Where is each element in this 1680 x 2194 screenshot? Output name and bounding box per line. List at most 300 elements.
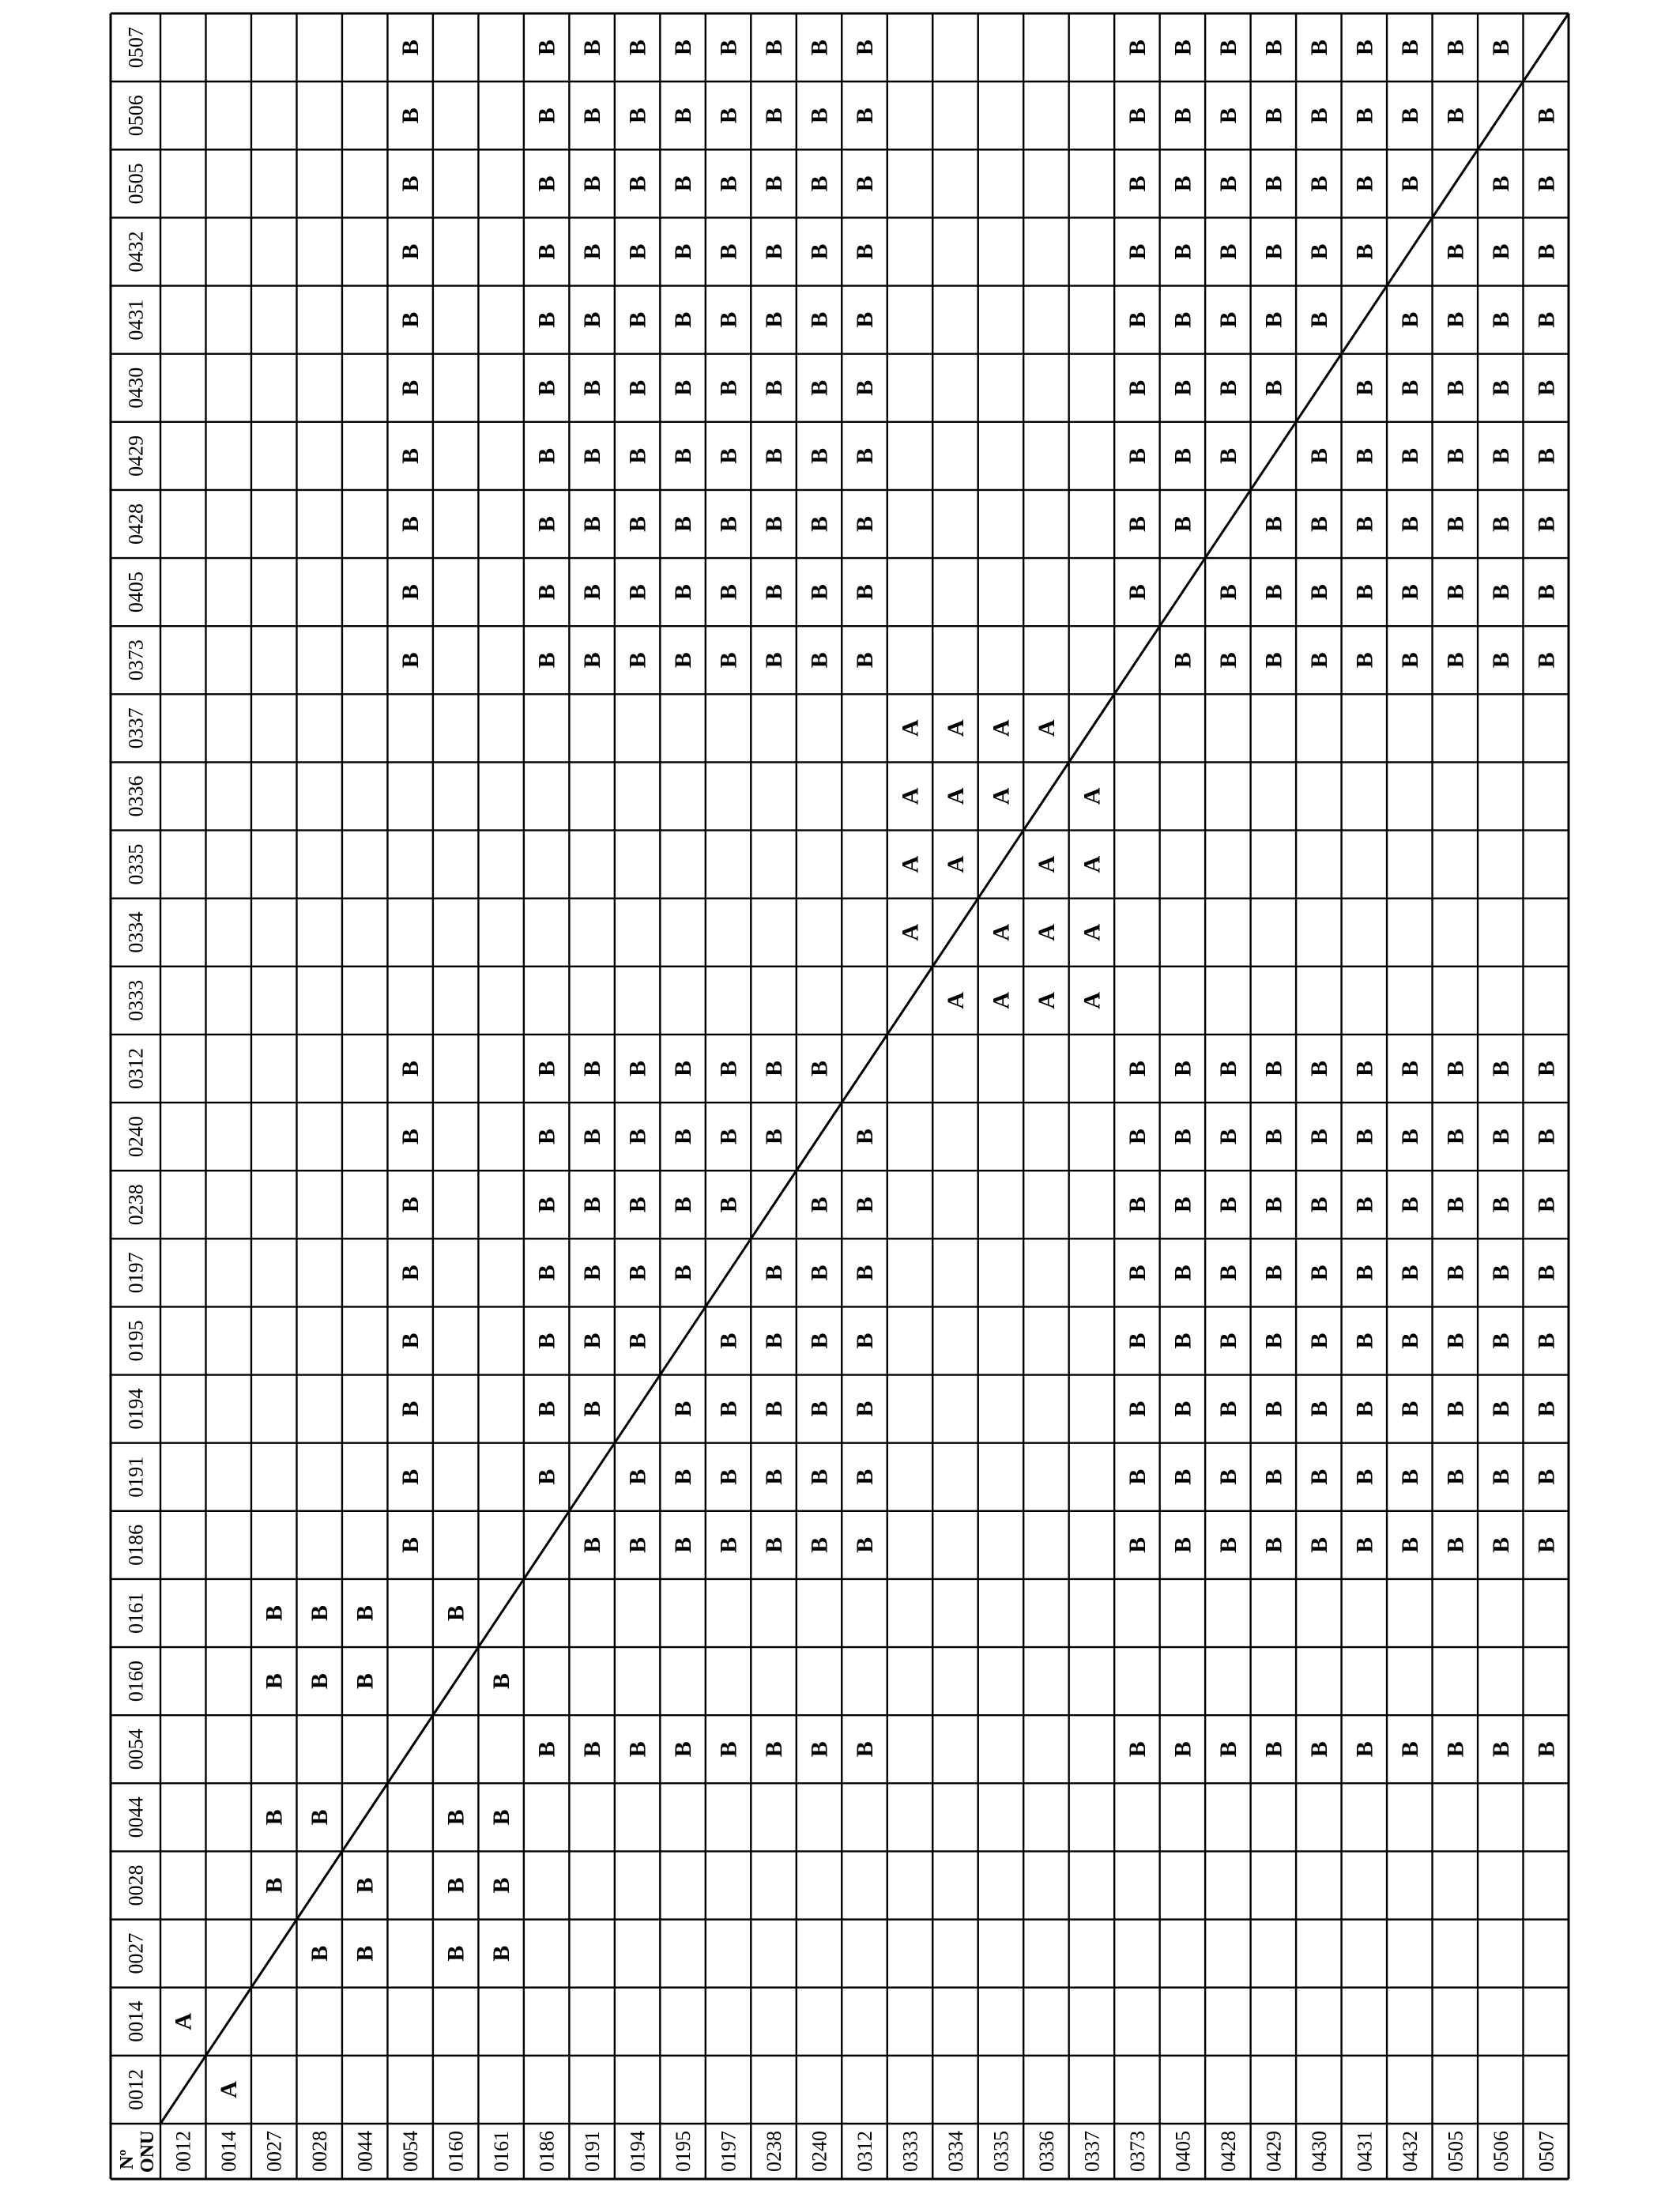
cell-mark: B <box>1305 40 1332 56</box>
cell-mark: B <box>1170 1400 1196 1417</box>
cell-mark: A <box>897 719 924 737</box>
cell-mark: B <box>1170 1333 1196 1349</box>
cell-mark: B <box>488 1945 515 1962</box>
cell-mark: B <box>1124 1536 1151 1553</box>
cell-mark: B <box>1124 1060 1151 1077</box>
cell-mark: A <box>170 2012 197 2030</box>
onu-label-bottom: 0430 <box>1307 2131 1331 2172</box>
cell-mark: B <box>1487 40 1514 56</box>
cell-mark: B <box>352 1605 379 1622</box>
cell-mark: B <box>806 379 833 396</box>
cell-mark: B <box>579 1400 606 1417</box>
cell-mark: B <box>1533 1129 1560 1145</box>
cell-mark: B <box>715 584 742 601</box>
onu-label-left: 0191 <box>124 1456 148 1498</box>
cell-mark: B <box>307 1673 333 1690</box>
cell-mark: A <box>1033 719 1060 737</box>
cell-mark: B <box>533 652 560 669</box>
cell-mark: B <box>715 1536 742 1553</box>
onu-label-left: 0312 <box>124 1048 148 1089</box>
cell-mark: B <box>1533 1197 1560 1213</box>
cell-mark: B <box>1215 652 1241 669</box>
cell-mark: B <box>1351 515 1378 532</box>
cell-mark: B <box>1533 584 1560 601</box>
cell-mark: B <box>1305 652 1332 669</box>
cell-mark: B <box>397 175 424 192</box>
cell-mark: B <box>533 1400 560 1417</box>
cell-mark: B <box>670 1265 697 1281</box>
cell-mark: B <box>670 1536 697 1553</box>
cell-mark: B <box>579 311 606 328</box>
cell-mark: B <box>761 175 788 192</box>
cell-mark: B <box>806 107 833 124</box>
cell-mark: B <box>488 1877 515 1894</box>
cell-mark: B <box>1260 515 1287 532</box>
cell-mark: B <box>715 379 742 396</box>
cell-mark: B <box>1442 1333 1469 1349</box>
cell-mark: B <box>579 40 606 56</box>
cell-mark: B <box>624 175 651 192</box>
cell-mark: B <box>1260 243 1287 260</box>
cell-mark: A <box>942 787 969 805</box>
cell-mark: B <box>1487 1129 1514 1145</box>
cell-mark: B <box>1215 1129 1241 1145</box>
onu-label-bottom: 0194 <box>626 2131 650 2172</box>
cell-mark: B <box>1396 1468 1423 1485</box>
cell-mark: B <box>670 1129 697 1145</box>
cell-mark: B <box>624 311 651 328</box>
cell-mark: B <box>761 243 788 260</box>
cell-mark: B <box>852 107 878 124</box>
cell-mark: B <box>397 584 424 601</box>
onu-label-left: 0430 <box>124 367 148 409</box>
cell-mark: B <box>533 1265 560 1281</box>
cell-mark: A <box>1033 992 1060 1009</box>
onu-label-bottom: 0505 <box>1444 2131 1467 2172</box>
cell-mark: B <box>1442 379 1469 396</box>
onu-label-left: 0335 <box>124 843 148 885</box>
onu-label-left: 0197 <box>124 1252 148 1294</box>
cell-mark: B <box>1533 515 1560 532</box>
cell-mark: B <box>1533 1265 1560 1281</box>
cell-mark: B <box>1305 1265 1332 1281</box>
cell-mark: B <box>1170 107 1196 124</box>
cell-mark: B <box>443 1877 469 1894</box>
onu-label-left: 0028 <box>124 1864 148 1906</box>
cell-mark: B <box>761 1265 788 1281</box>
onu-label-bottom: 0405 <box>1171 2131 1195 2172</box>
cell-mark: B <box>624 1741 651 1758</box>
cell-mark: B <box>1305 1741 1332 1758</box>
cell-mark: B <box>1442 584 1469 601</box>
onu-label-bottom: 0027 <box>262 2131 286 2172</box>
cell-mark: B <box>1396 1400 1423 1417</box>
cell-mark: B <box>533 1741 560 1758</box>
cell-mark: B <box>533 107 560 124</box>
header-onu: ONU <box>137 2130 158 2173</box>
cell-mark: B <box>852 1197 878 1213</box>
cell-mark: B <box>1487 1197 1514 1213</box>
cell-mark: B <box>397 1197 424 1213</box>
onu-label-left: 0044 <box>124 1796 148 1838</box>
cell-mark: B <box>1170 652 1196 669</box>
cell-mark: B <box>624 379 651 396</box>
cell-mark: B <box>1305 1468 1332 1485</box>
cell-mark: B <box>1442 1741 1469 1758</box>
cell-mark: B <box>1170 1129 1196 1145</box>
cell-mark: B <box>852 515 878 532</box>
cell-mark: B <box>1260 175 1287 192</box>
cell-mark: B <box>806 40 833 56</box>
cell-mark: B <box>1351 175 1378 192</box>
cell-mark: B <box>1124 379 1151 396</box>
cell-mark: B <box>1215 1333 1241 1349</box>
cell-mark: B <box>806 1265 833 1281</box>
cell-mark: A <box>897 787 924 805</box>
onu-label-bottom: 0044 <box>353 2131 377 2172</box>
cell-mark: B <box>579 1741 606 1758</box>
cell-mark: B <box>1260 1060 1287 1077</box>
cell-mark: B <box>1396 584 1423 601</box>
cell-mark: A <box>1079 787 1106 805</box>
cell-mark: B <box>397 311 424 328</box>
cell-mark: B <box>1487 652 1514 669</box>
cell-mark: B <box>852 379 878 396</box>
onu-label-left: 0431 <box>124 299 148 341</box>
cell-mark: B <box>761 1333 788 1349</box>
cell-mark: B <box>397 40 424 56</box>
cell-mark: B <box>1351 1333 1378 1349</box>
cell-mark: B <box>852 40 878 56</box>
cell-mark: B <box>1260 1129 1287 1145</box>
cell-mark: B <box>715 243 742 260</box>
cell-mark: B <box>852 243 878 260</box>
onu-label-bottom: 0191 <box>581 2131 605 2172</box>
cell-mark: B <box>1215 1197 1241 1213</box>
cell-mark: B <box>579 1333 606 1349</box>
cell-mark: B <box>715 175 742 192</box>
cell-mark: B <box>1396 1333 1423 1349</box>
cell-mark: B <box>715 1400 742 1417</box>
cell-mark: B <box>670 379 697 396</box>
onu-label-left: 0160 <box>124 1661 148 1702</box>
cell-mark: B <box>761 1060 788 1077</box>
cell-mark: B <box>533 243 560 260</box>
cell-mark: B <box>1260 1400 1287 1417</box>
cell-mark: A <box>897 923 924 941</box>
onu-label-bottom: 0431 <box>1353 2131 1377 2172</box>
onu-label-left: 0194 <box>124 1388 148 1430</box>
cell-mark: A <box>988 719 1015 737</box>
cell-mark: B <box>670 107 697 124</box>
cell-mark: B <box>1260 1741 1287 1758</box>
cell-mark: B <box>852 584 878 601</box>
cell-mark: B <box>852 447 878 464</box>
onu-label-bottom: 0432 <box>1398 2131 1422 2172</box>
cell-mark: B <box>397 1060 424 1077</box>
cell-mark: B <box>670 311 697 328</box>
cell-mark: B <box>397 243 424 260</box>
cell-mark: A <box>1033 855 1060 873</box>
cell-mark: B <box>533 40 560 56</box>
cell-mark: B <box>1487 311 1514 328</box>
cell-mark: B <box>670 584 697 601</box>
cell-mark: B <box>1260 1197 1287 1213</box>
cell-mark: B <box>1124 1129 1151 1145</box>
cell-mark: B <box>1124 1197 1151 1213</box>
cell-mark: B <box>579 515 606 532</box>
cell-mark: B <box>533 379 560 396</box>
cell-mark: B <box>715 1060 742 1077</box>
cell-mark: B <box>670 40 697 56</box>
cell-mark: B <box>1215 1400 1241 1417</box>
cell-mark: B <box>715 311 742 328</box>
cell-mark: A <box>942 992 969 1009</box>
cell-mark: B <box>1124 584 1151 601</box>
cell-mark: B <box>1260 1468 1287 1485</box>
cell-mark: B <box>1533 447 1560 464</box>
cell-mark: B <box>397 107 424 124</box>
cell-mark: B <box>624 1060 651 1077</box>
cell-mark: B <box>1442 1536 1469 1553</box>
cell-mark: B <box>1487 243 1514 260</box>
cell-mark: B <box>1260 107 1287 124</box>
cell-mark: B <box>397 1333 424 1349</box>
cell-mark: B <box>1124 1265 1151 1281</box>
cell-mark: B <box>1396 1129 1423 1145</box>
cell-mark: B <box>1351 447 1378 464</box>
cell-mark: B <box>579 1060 606 1077</box>
cell-mark: B <box>1170 311 1196 328</box>
onu-label-left: 0429 <box>124 435 148 477</box>
cell-mark: B <box>761 447 788 464</box>
cell-mark: B <box>1260 1536 1287 1553</box>
onu-label-bottom: 0161 <box>490 2131 514 2172</box>
cell-mark: A <box>1079 992 1106 1009</box>
cell-mark: B <box>1396 1265 1423 1281</box>
cell-mark: B <box>1442 107 1469 124</box>
cell-mark: B <box>1487 1468 1514 1485</box>
onu-label-bottom: 0028 <box>308 2131 332 2172</box>
cell-mark: B <box>624 447 651 464</box>
cell-mark: B <box>1305 311 1332 328</box>
cell-mark: A <box>897 855 924 873</box>
cell-mark: B <box>1533 379 1560 396</box>
cell-mark: B <box>488 1809 515 1826</box>
cell-mark: B <box>761 1468 788 1485</box>
cell-mark: B <box>533 1060 560 1077</box>
cell-mark: B <box>1351 1060 1378 1077</box>
cell-mark: B <box>715 447 742 464</box>
onu-label-bottom: 0160 <box>444 2131 468 2172</box>
onu-label-bottom: 0238 <box>763 2131 786 2172</box>
cell-mark: B <box>806 447 833 464</box>
cell-mark: B <box>1533 1333 1560 1349</box>
cell-mark: B <box>1487 584 1514 601</box>
onu-label-left: 0505 <box>124 163 148 205</box>
cell-mark: B <box>533 175 560 192</box>
cell-mark: B <box>1487 1400 1514 1417</box>
cell-mark: B <box>806 1060 833 1077</box>
cell-mark: B <box>533 1129 560 1145</box>
onu-label-bottom: 0373 <box>1125 2131 1149 2172</box>
cell-mark: B <box>806 1333 833 1349</box>
cell-mark: B <box>1487 1265 1514 1281</box>
cell-mark: B <box>806 515 833 532</box>
cell-mark: B <box>1170 1060 1196 1077</box>
onu-label-bottom: 0197 <box>717 2131 740 2172</box>
cell-mark: B <box>397 652 424 669</box>
onu-label-bottom: 0335 <box>989 2131 1013 2172</box>
cell-mark: B <box>1170 379 1196 396</box>
cell-mark: B <box>670 1197 697 1213</box>
cell-mark: B <box>1170 1741 1196 1758</box>
cell-mark: B <box>397 447 424 464</box>
cell-mark: B <box>806 1536 833 1553</box>
cell-mark: B <box>1215 1265 1241 1281</box>
cell-mark: B <box>1124 311 1151 328</box>
cell-mark: B <box>852 1536 878 1553</box>
cell-mark: B <box>1215 1741 1241 1758</box>
cell-mark: B <box>1305 584 1332 601</box>
cell-mark: B <box>1396 175 1423 192</box>
cell-mark: B <box>806 1468 833 1485</box>
cell-mark: B <box>624 1129 651 1145</box>
cell-mark: B <box>1305 515 1332 532</box>
cell-mark: B <box>579 175 606 192</box>
cell-mark: B <box>852 1468 878 1485</box>
cell-mark: B <box>715 1197 742 1213</box>
cell-mark: B <box>1305 1333 1332 1349</box>
onu-label-bottom: 0012 <box>171 2131 195 2172</box>
cell-mark: B <box>852 175 878 192</box>
cell-mark: B <box>352 1945 379 1962</box>
cell-mark: B <box>761 1741 788 1758</box>
onu-label-bottom: 0334 <box>944 2131 967 2172</box>
cell-mark: B <box>1533 652 1560 669</box>
cell-mark: B <box>1170 243 1196 260</box>
cell-mark: B <box>715 652 742 669</box>
onu-label-left: 0012 <box>124 2068 148 2110</box>
cell-mark: B <box>852 1129 878 1145</box>
cell-mark: B <box>1260 379 1287 396</box>
cell-mark: B <box>715 1741 742 1758</box>
cell-mark: B <box>1487 175 1514 192</box>
cell-mark: B <box>1442 1129 1469 1145</box>
cell-mark: B <box>624 40 651 56</box>
cell-mark: B <box>1396 40 1423 56</box>
onu-label-left: 0507 <box>124 27 148 69</box>
cell-mark: B <box>1170 1536 1196 1553</box>
cell-mark: B <box>1442 515 1469 532</box>
cell-mark: B <box>715 1129 742 1145</box>
cell-mark: B <box>1124 243 1151 260</box>
onu-label-left: 0240 <box>124 1116 148 1158</box>
cell-mark: B <box>624 243 651 260</box>
cell-mark: B <box>488 1673 515 1690</box>
header-no: Nº <box>117 2149 137 2169</box>
cell-mark: B <box>443 1809 469 1826</box>
onu-label-bottom: 0333 <box>898 2131 922 2172</box>
cell-mark: B <box>715 107 742 124</box>
cell-mark: B <box>1124 1741 1151 1758</box>
onu-label-left: 0054 <box>124 1728 148 1770</box>
cell-mark: B <box>852 311 878 328</box>
cell-mark: B <box>806 652 833 669</box>
cell-mark: B <box>1305 1400 1332 1417</box>
cell-mark: B <box>1351 243 1378 260</box>
onu-label-left: 0333 <box>124 979 148 1021</box>
onu-label-bottom: 0337 <box>1080 2131 1104 2172</box>
onu-label-bottom: 0240 <box>808 2131 831 2172</box>
onu-label-left: 0428 <box>124 503 148 545</box>
cell-mark: B <box>1260 652 1287 669</box>
cell-mark: B <box>1487 1060 1514 1077</box>
cell-mark: B <box>1124 1333 1151 1349</box>
cell-mark: B <box>624 584 651 601</box>
cell-mark: B <box>1442 1468 1469 1485</box>
cell-mark: B <box>1124 515 1151 532</box>
cell-mark: B <box>1215 584 1241 601</box>
onu-label-left: 0506 <box>124 95 148 137</box>
cell-mark: B <box>670 1060 697 1077</box>
cell-mark: B <box>1351 1400 1378 1417</box>
cell-mark: B <box>624 1197 651 1213</box>
cell-mark: B <box>397 1129 424 1145</box>
cell-mark: B <box>624 652 651 669</box>
cell-mark: B <box>1351 40 1378 56</box>
cell-mark: B <box>261 1673 288 1690</box>
cell-mark: B <box>1124 1400 1151 1417</box>
cell-mark: B <box>307 1945 333 1962</box>
cell-mark: B <box>670 1400 697 1417</box>
cell-mark: B <box>397 1468 424 1485</box>
cell-mark: B <box>1396 515 1423 532</box>
onu-label-left: 0027 <box>124 1932 148 1974</box>
cell-mark: B <box>1215 243 1241 260</box>
onu-label-bottom: 0195 <box>672 2131 695 2172</box>
cell-mark: B <box>579 243 606 260</box>
cell-mark: B <box>1351 652 1378 669</box>
cell-mark: B <box>397 379 424 396</box>
cell-mark: B <box>715 1468 742 1485</box>
cell-mark: B <box>533 1197 560 1213</box>
cell-mark: B <box>579 1129 606 1145</box>
cell-mark: B <box>1351 1741 1378 1758</box>
onu-label-bottom: 0186 <box>535 2131 559 2172</box>
cell-mark: B <box>1305 1129 1332 1145</box>
onu-label-bottom: 0054 <box>399 2131 423 2172</box>
cell-mark: B <box>1533 243 1560 260</box>
onu-label-left: 0014 <box>124 2000 148 2042</box>
cell-mark: B <box>1351 1197 1378 1213</box>
cell-mark: B <box>261 1809 288 1826</box>
cell-mark: B <box>1533 311 1560 328</box>
cell-mark: B <box>1124 40 1151 56</box>
cell-mark: B <box>806 584 833 601</box>
cell-mark: B <box>1533 175 1560 192</box>
cell-mark: B <box>670 1468 697 1485</box>
cell-mark: B <box>670 652 697 669</box>
cell-mark: B <box>670 175 697 192</box>
onu-label-left: 0186 <box>124 1524 148 1566</box>
cell-mark: B <box>1533 1060 1560 1077</box>
onu-label-left: 0334 <box>124 911 148 953</box>
cell-mark: B <box>579 584 606 601</box>
cell-mark: B <box>1533 1741 1560 1758</box>
cell-mark: B <box>1487 515 1514 532</box>
cell-mark: B <box>806 1400 833 1417</box>
